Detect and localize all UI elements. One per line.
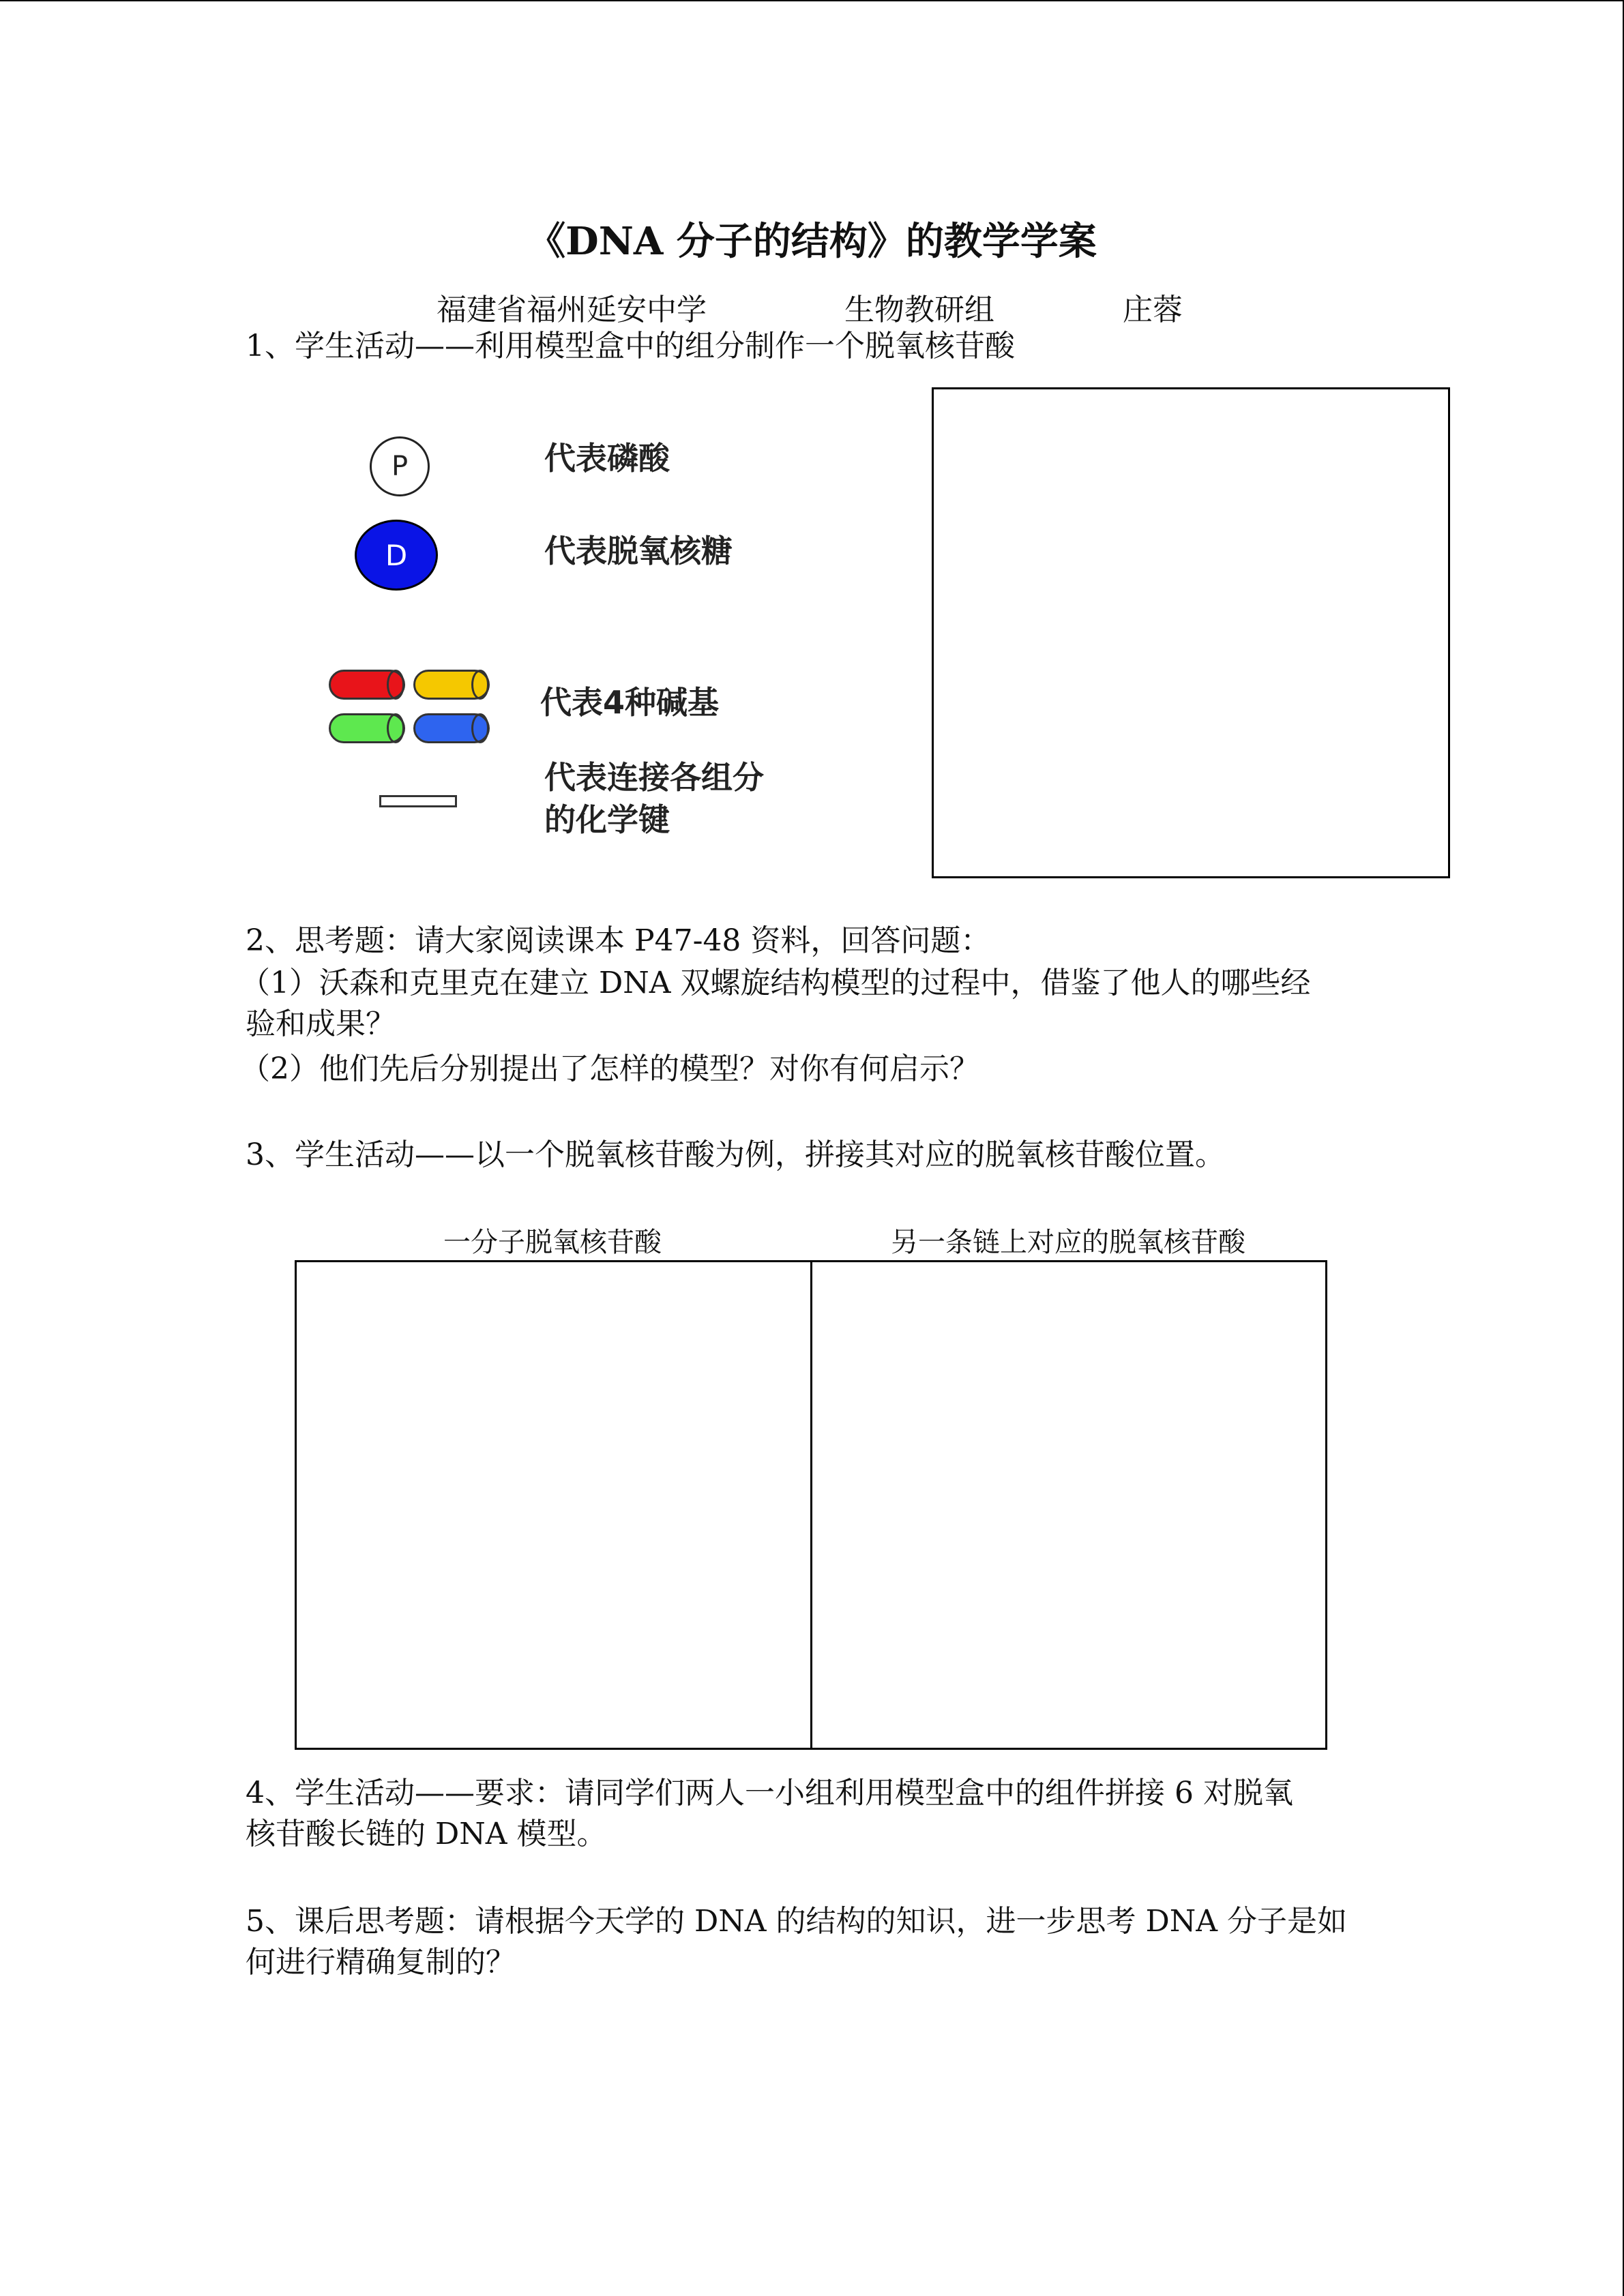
q2-item1-line1: （1）沃森和克里克在建立 DNA 双螺旋结构模型的过程中，借鉴了他人的哪些经: [240, 966, 1311, 1000]
page-title: 《DNA 分子的结构》的教学学案: [527, 219, 1097, 264]
base-red-icon: [329, 670, 405, 700]
q1-heading: 1、学生活动——利用模型盒中的组分制作一个脱氧核苷酸: [246, 329, 1015, 363]
base-label: 代表4种碱基: [540, 684, 720, 721]
deoxyribose-icon: D: [355, 520, 438, 591]
deoxyribose-label: 代表脱氧核糖: [544, 533, 733, 569]
phosphate-icon: P: [370, 436, 430, 496]
q3-right-answer-box[interactable]: [810, 1260, 1327, 1750]
q5-line1: 5、课后思考题：请根据今天学的 DNA 的结构的知识，进一步思考 DNA 分子是如: [246, 1904, 1348, 1939]
research-group: 生物教研组: [844, 293, 994, 327]
base-green-icon: [329, 713, 405, 743]
base-blue-icon: [413, 713, 490, 743]
q4-line2: 核苷酸长链的 DNA 模型。: [246, 1817, 607, 1851]
q5-line2: 何进行精确复制的？: [246, 1945, 516, 1980]
q1-answer-box[interactable]: [932, 387, 1450, 878]
chemical-bond-icon: [379, 795, 457, 807]
q3-heading: 3、学生活动——以一个脱氧核苷酸为例，拼接其对应的脱氧核苷酸位置。: [246, 1137, 1225, 1172]
q3-col2-caption: 另一条链上对应的脱氧核苷酸: [891, 1227, 1245, 1258]
bond-label-line2: 的化学键: [544, 801, 670, 838]
q4-line1: 4、学生活动——要求：请同学们两人一小组利用模型盒中的组件拼接 6 对脱氧: [246, 1776, 1293, 1810]
q3-col1-caption: 一分子脱氧核苷酸: [443, 1227, 662, 1258]
q2-item2: （2）他们先后分别提出了怎样的模型？对你有何启示？: [240, 1052, 979, 1086]
base-yellow-icon: [413, 670, 490, 700]
q2-heading: 2、思考题：请大家阅读课本 P47-48 资料，回答问题：: [246, 923, 991, 958]
school-name: 福建省福州延安中学: [437, 293, 707, 327]
bond-label-line1: 代表连接各组分: [544, 759, 764, 796]
q3-left-answer-box[interactable]: [295, 1260, 812, 1750]
author-name: 庄蓉: [1123, 293, 1183, 327]
q2-item1-line2: 验和成果？: [246, 1007, 396, 1041]
phosphate-label: 代表磷酸: [544, 440, 670, 477]
